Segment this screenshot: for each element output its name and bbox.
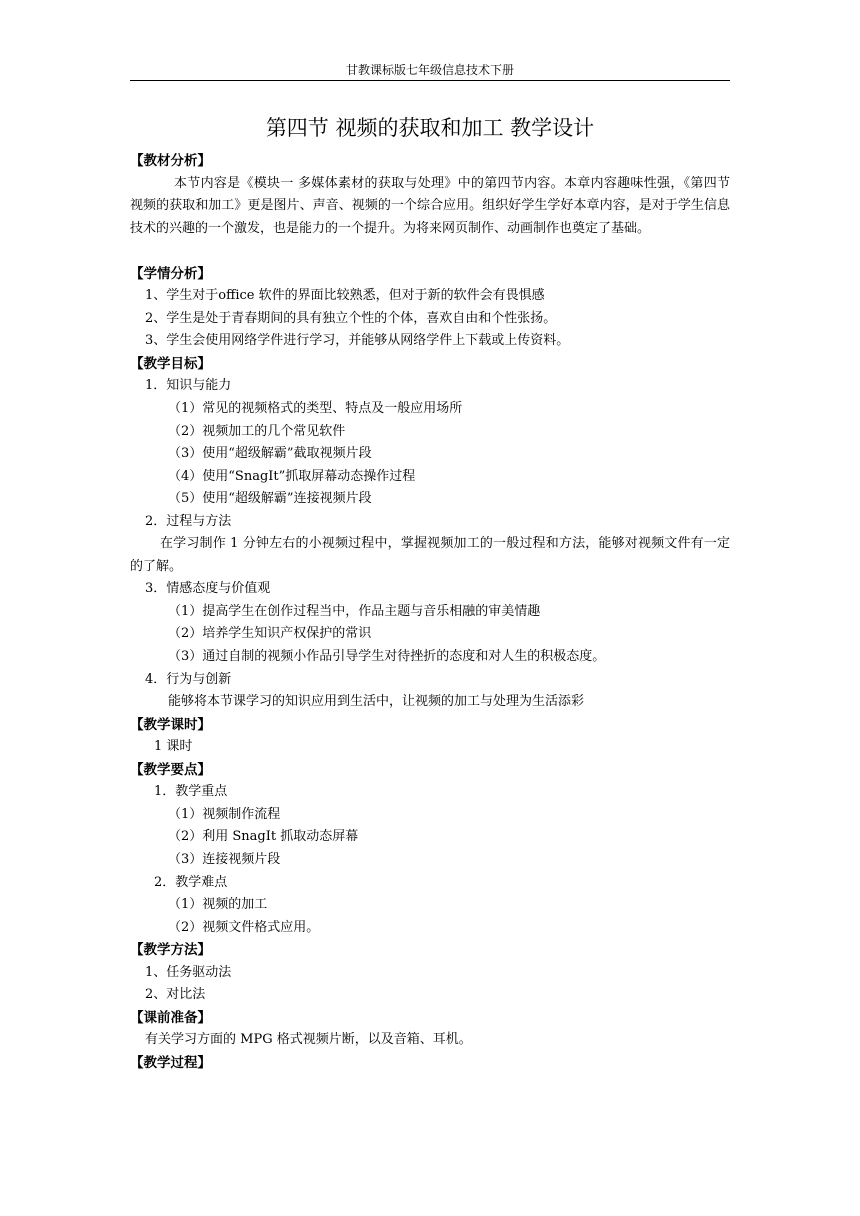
preparation-text: 有关学习方面的 MPG 格式视频片断，以及音箱、耳机。 [145,1032,472,1048]
process-method-paragraph: 在学习制作 1 分钟左右的小视频过程中，掌握视频加工的一般过程和方法，能够对视频文件有一定的了解。 [130,536,730,574]
section-heading-teaching-goals: 【教学目标】 [130,355,211,372]
list-item: 1、任务驱动法 [145,964,232,980]
header-rule [130,80,730,81]
list-item: （1）提高学生在创作过程当中，作品主题与音乐相融的审美情趣 [168,603,541,619]
subsection-label: 4．行为与创新 [145,671,232,687]
list-item: （5）使用“超级解霸”连接视频片段 [168,491,372,507]
subsection-label: 2．教学难点 [154,874,228,890]
list-item: （4）使用“SnagIt”抓取屏幕动态操作过程 [168,468,416,484]
list-item: （2）利用 SnagIt 抓取动态屏幕 [168,829,359,845]
list-item: 3、学生会使用网络学件进行学习，并能够从网络学件上下载或上传资料。 [145,333,570,349]
list-item: （3）通过自制的视频小作品引导学生对待挫折的态度和对人生的积极态度。 [168,649,606,665]
behavior-innovation-text: 能够将本节课学习的知识应用到生活中，让视频的加工与处理为生活添彩 [168,694,585,710]
list-item: （2）视频加工的几个常见软件 [168,423,346,439]
subsection-label: 3．情感态度与价值观 [145,581,271,597]
section-heading-key-points: 【教学要点】 [130,761,211,778]
running-header: 甘教课标版七年级信息技术下册 [345,63,514,77]
document-body [130,150,730,1074]
list-item: （1）视频的加工 [168,897,268,913]
list-item: （3）连接视频片段 [168,851,281,867]
section-heading-teaching-methods: 【教学方法】 [130,942,211,959]
section-heading-preparation: 【课前准备】 [130,1009,211,1026]
list-item: 2、学生是处于青春期间的具有独立个性的个体，喜欢自由和个性张扬。 [145,310,557,326]
list-item: 1、学生对于office 软件的界面比较熟悉，但对于新的软件会有畏惧感 [145,288,545,304]
list-item: （2）视频文件格式应用。 [168,919,320,935]
section-heading-student-analysis: 【学情分析】 [130,265,211,282]
section-heading-class-hours: 【教学课时】 [130,716,211,733]
subsection-label: 1．教学重点 [154,784,228,800]
section-heading-textbook-analysis: 【教材分析】 [130,153,211,169]
textbook-analysis-paragraph: 本节内容是《模块一 多媒体素材的获取与处理》中的第四节内容。本章内容趣味性强，《第四节 视频的获取和加工》更是图片、声音、视频的一个综合应用。组织好学生学好本章内容，是对于学生信息技术的兴趣的一个激发，也是能力的一个提升。为将来网页制作、动画制作也奠定了基础。 [130,175,730,236]
section-heading-teaching-process: 【教学过程】 [130,1054,211,1071]
list-item: （2）培养学生知识产权保护的常识 [168,626,372,642]
subsection-label: 2．过程与方法 [145,513,232,529]
list-item: 2、对比法 [145,987,206,1003]
subsection-label: 1．知识与能力 [145,378,232,394]
list-item: （1）常见的视频格式的类型、特点及一般应用场所 [168,401,463,417]
list-item: （3）使用“超级解霸”截取视频片段 [168,446,372,462]
list-item: （1）视频制作流程 [168,806,281,822]
class-hours-text: 1 课时 [154,739,193,755]
document-title: 第四节 视频的获取和加工 教学设计 [265,116,595,140]
